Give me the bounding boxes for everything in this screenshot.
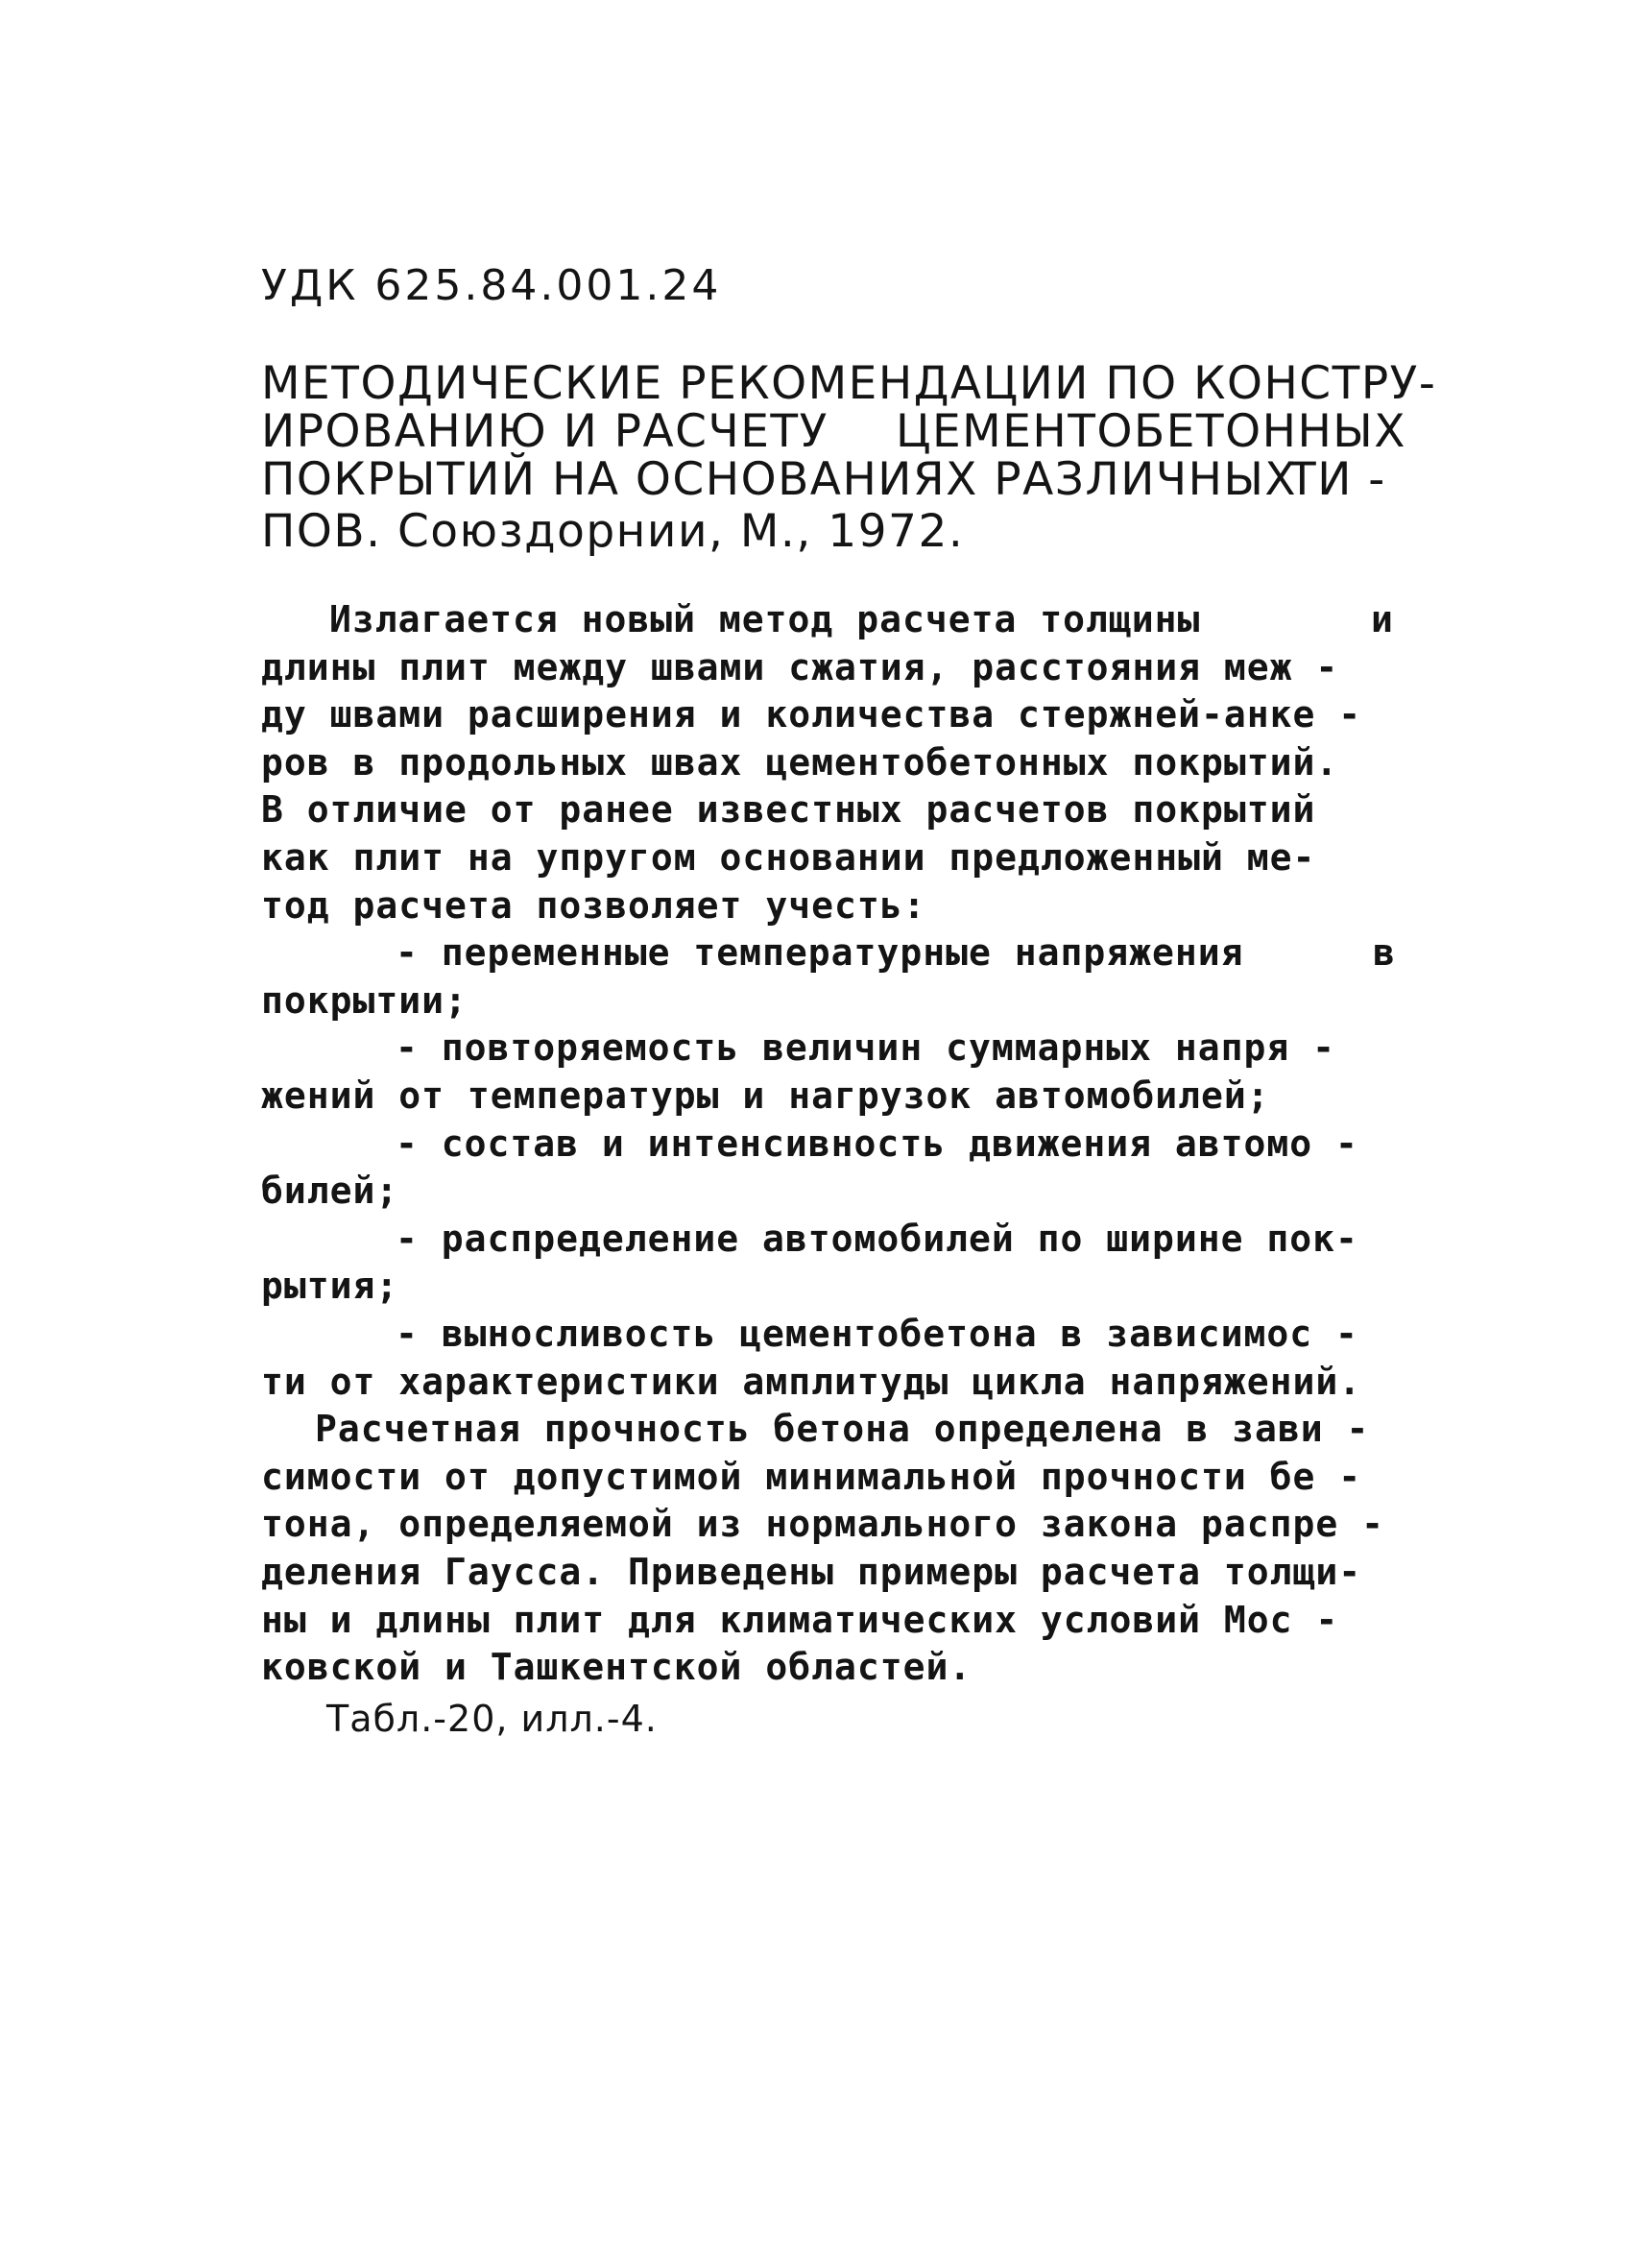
list-item-4: - распределение автомобилей по ширине пок-	[396, 1218, 1358, 1260]
list-item-3: - состав и интенсивность движения автомо -	[396, 1122, 1358, 1165]
abstract-line-4: ров в продольных швах цементобетонных покрытий.	[261, 741, 1339, 784]
title-line-4: ПОВ. Союздорнии, М., 1972.	[261, 505, 965, 558]
abstract-line-strength-2: симости от допустимой минимальной прочности бе -	[261, 1456, 1362, 1498]
abstract-line-1-right: и	[1371, 598, 1394, 640]
list-item-2: - повторяемость величин суммарных напря -	[396, 1026, 1335, 1069]
abstract-line-2: длины плит между швами сжатия, расстояния меж -	[261, 646, 1339, 688]
list-item-3-cont: билей;	[261, 1170, 399, 1212]
title-line-1: МЕТОДИЧЕСКИЕ РЕКОМЕНДАЦИИ ПО КОНСТРУ-	[261, 357, 1437, 410]
abstract-line-strength-1: Расчетная прочность бетона определена в зави -	[315, 1408, 1370, 1450]
abstract-line-strength-3: тона, определяемой из нормального закона распре -	[261, 1503, 1385, 1545]
title-line-2-right: ЦЕМЕНТОБЕТОННЫХ	[896, 405, 1406, 458]
udk-code: УДК 625.84.001.24	[261, 261, 722, 310]
abstract-line-6: как плит на упругом основании предложенный ме-	[261, 836, 1316, 879]
list-item-1-right: в	[1373, 931, 1396, 974]
tables-illustrations-count: Табл.-20, илл.-4.	[326, 1698, 658, 1740]
title-line-3-right: ТИ -	[1288, 453, 1386, 506]
abstract-line-strength-4: деления Гаусса. Приведены примеры расчета толщи-	[261, 1551, 1362, 1593]
abstract-line-strength-6: ковской и Ташкентской областей.	[261, 1646, 973, 1688]
abstract-line-strength-5: ны и длины плит для климатических условий Мос -	[261, 1599, 1339, 1641]
abstract-line-7: тод расчета позволяет учесть:	[261, 884, 926, 927]
abstract-line-1-left: Излагается новый метод расчета толщины	[329, 598, 1201, 640]
list-item-5-cont: ти от характеристики амплитуды цикла напряжений.	[261, 1361, 1362, 1403]
list-item-1-left: - переменные температурные напряжения	[396, 931, 1244, 974]
list-item-2-cont: жений от температуры и нагрузок автомобилей;	[261, 1074, 1270, 1117]
abstract-line-3: ду швами расширения и количества стержней-анке -	[261, 693, 1362, 736]
list-item-4-cont: рытия;	[261, 1265, 399, 1307]
title-line-3-left: ПОКРЫТИЙ НА ОСНОВАНИЯХ РАЗЛИЧНЫХ	[261, 453, 1298, 506]
abstract-line-5: В отличие от ранее известных расчетов покрытий	[261, 788, 1316, 831]
list-item-5: - выносливость цементобетона в зависимос -	[396, 1313, 1358, 1355]
list-item-1-cont: покрытии;	[261, 979, 468, 1022]
title-line-2-left: ИРОВАНИЮ И РАСЧЕТУ	[261, 405, 829, 458]
